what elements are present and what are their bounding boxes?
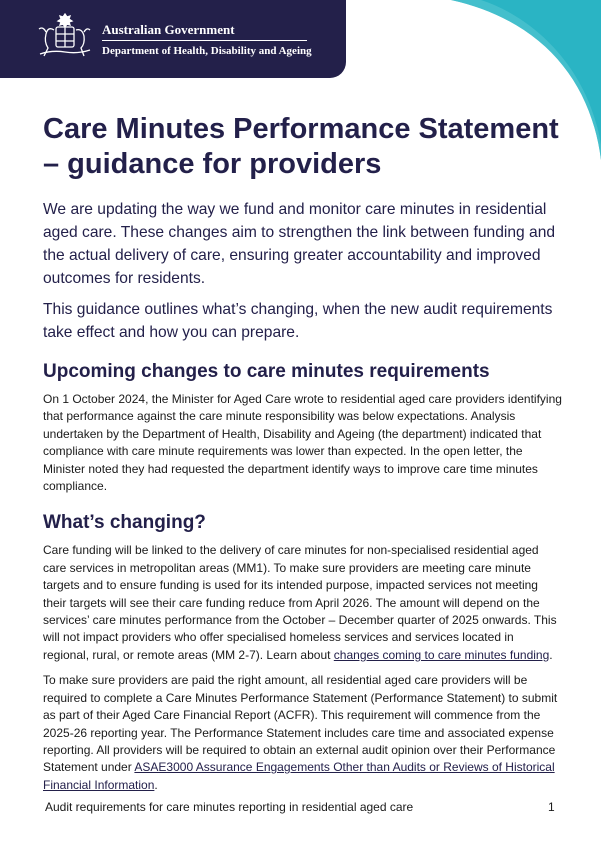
page-title: Care Minutes Performance Statement – guidance for providers xyxy=(43,113,559,180)
department-name: Department of Health, Disability and Ageing xyxy=(102,45,312,57)
intro-paragraph-2: This guidance outlines what’s changing, when the new audit requirements take effect and how you can prepare. xyxy=(43,301,553,341)
paragraph-text: Care funding will be linked to the delivery of care minutes for non-specialised residential aged care services in metropolitan areas (MM1). To make sure providers are meeting care minute targets and to ensure funding is used for its intended purpose, impacted services not meeting their targets will see their care funding reduce from April 2026. The amount will depend on the services’ care minutes performance from the October – December quarter of 2025 onwards. This will not impact providers who offer specialised homeless services and services located in regional, rural, or remote areas (MM 2-7). Learn about xyxy=(43,543,557,662)
whats-changing-paragraph-1 xyxy=(43,542,563,664)
section-heading-whats-changing: What’s changing? xyxy=(43,512,206,534)
paragraph-end: . xyxy=(549,647,553,662)
footer-title: Audit requirements for care minutes reporting in residential aged care xyxy=(45,800,414,814)
government-name: Australian Government xyxy=(102,22,235,37)
paragraph-text: To make sure providers are paid the right amount, all residential aged care providers will be required to complete a Care Minutes Performance Statement (Performance Statement) to submit as part of their Aged Care Financial Report (ACFR). This requirement will commence from the 2025-26 reporting year. The Performance Statement includes care time and associated expense reporting. All providers will be required to obtain an external audit opinion over their Performance Statement under xyxy=(43,673,558,775)
section-heading-upcoming-changes: Upcoming changes to care minutes requirements xyxy=(43,361,490,382)
intro-paragraph-1: We are updating the way we fund and monitor care minutes in residential aged care. These changes aim to strengthen the link between funding and the actual delivery of care, ensuring greater accountability and improved outcomes for residents. xyxy=(43,201,556,287)
whats-changing-paragraph-2 xyxy=(43,672,563,794)
government-banner xyxy=(0,0,346,78)
asae3000-link[interactable]: ASAE3000 Assurance Engagements Other than Audits or Reviews of Historical Financial Information xyxy=(43,760,555,792)
care-minutes-funding-link[interactable]: changes coming to care minutes funding xyxy=(333,647,550,662)
coat-of-arms-icon xyxy=(34,10,96,62)
document-body xyxy=(43,112,563,794)
page-number: 1 xyxy=(548,800,555,814)
upcoming-changes-paragraph: On 1 October 2024, the Minister for Aged Care wrote to residential aged care providers identifying that performance against the care minute responsibility was below expectations. Analysis undertaken by the Department of Health, Disability and Ageing (the department) indicated that compliance with care minute requirements was lower than expected. In the open letter, the Minister noted they had requested the department identify ways to improve care time minutes compliance. xyxy=(43,392,562,494)
header-divider xyxy=(102,40,307,41)
paragraph-end: . xyxy=(154,777,158,792)
